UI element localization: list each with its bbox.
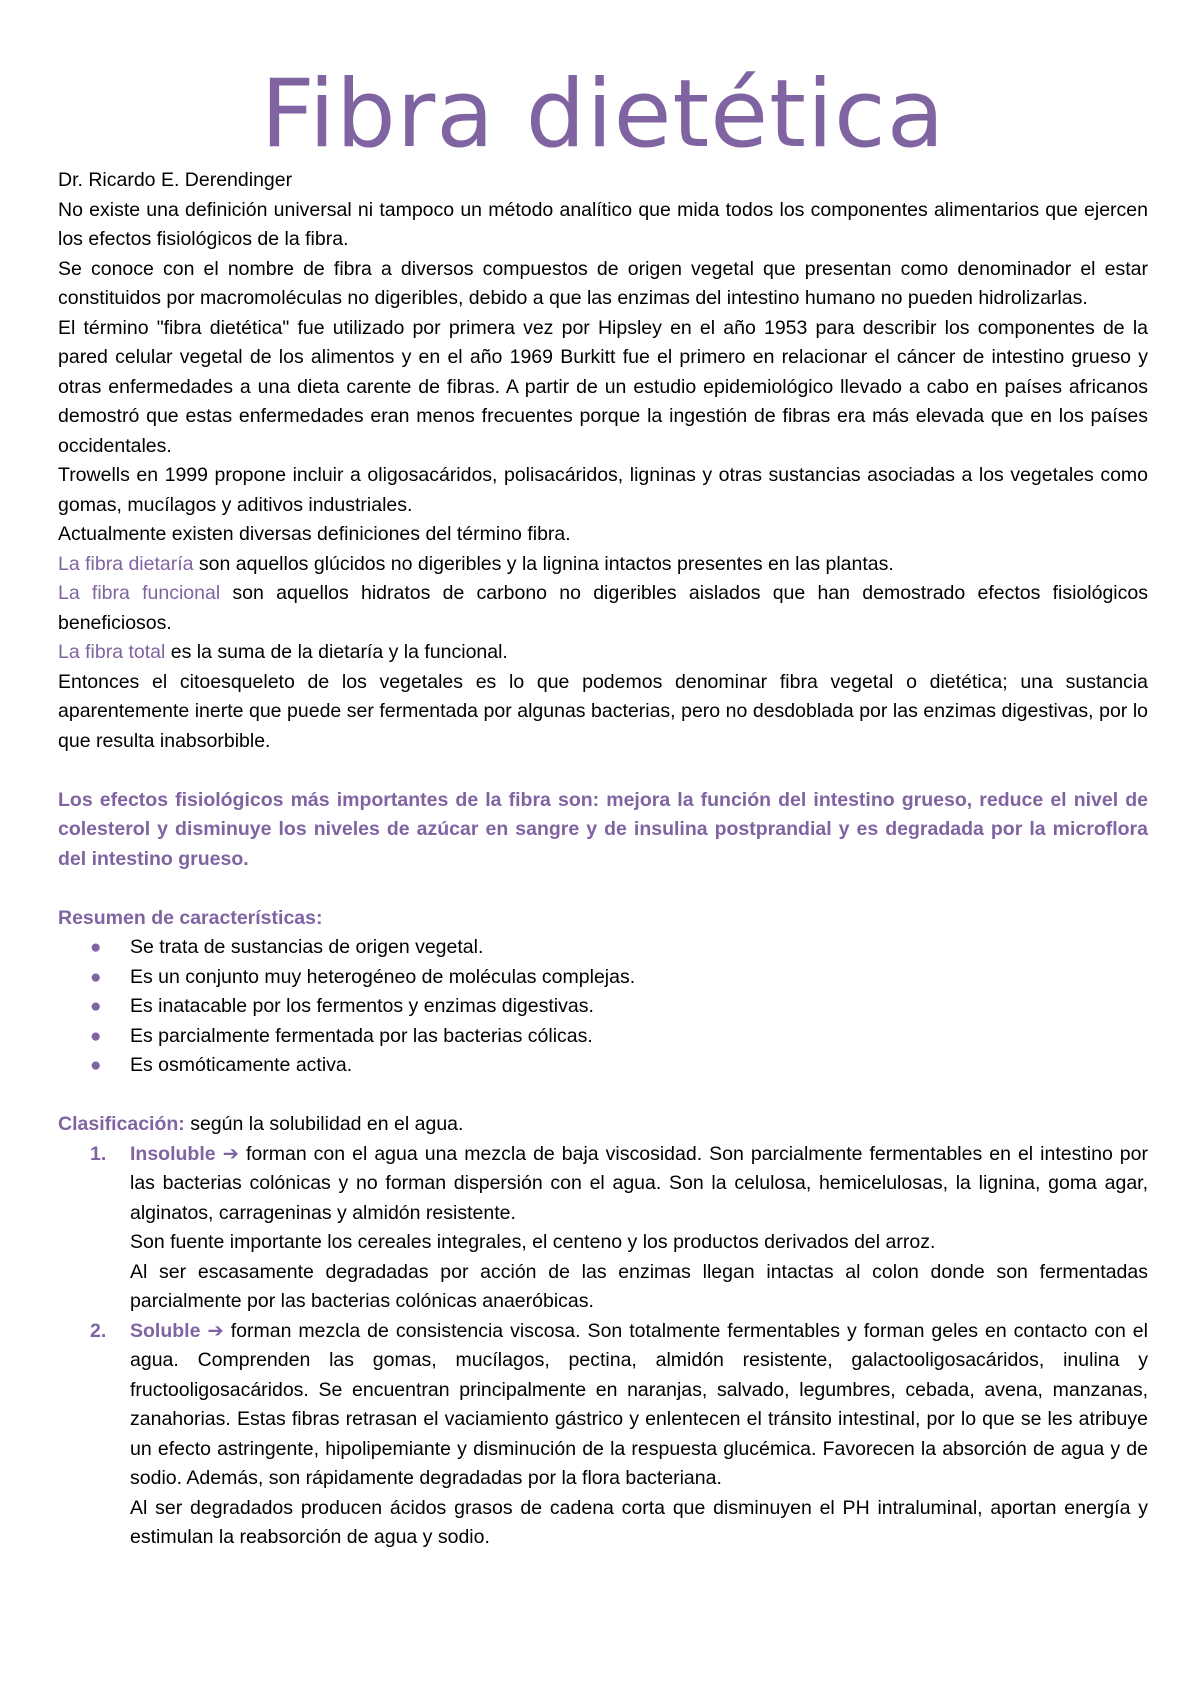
paragraph-3: El término "fibra dietética" fue utilizado por primera vez por Hipsley en el año 1953 para describir los componentes de la pared celular vegetal de los alimentos y en el año 1969 Burkitt fue el primero en relacionar el cáncer de intestino grueso y otras enfermedades a una dieta carente de fibras. A partir de un estudio epidemiológico llevado a cabo en países africanos demostró que estas enfermedades eran menos frecuentes porque la ingestión de fibras era más elevada que en los países occidentales. (58, 316, 1148, 457)
list-item: ● Se trata de sustancias de origen vegetal. (90, 933, 1148, 963)
list-item: ● Es un conjunto muy heterogéneo de moléculas complejas. (90, 963, 1148, 993)
definition-term: La fibra total (58, 641, 166, 663)
arrow-right-icon: ➔ (215, 1142, 239, 1165)
bullet-icon: ● (90, 937, 102, 958)
list-item (90, 1317, 1148, 1553)
bullet-icon: ● (90, 996, 102, 1017)
paragraph-5: Actualmente existen diversas definiciones del término fibra. (58, 523, 571, 545)
summary-list (58, 933, 1148, 1081)
definition-text: es la suma de la dietaría y la funcional. (165, 641, 508, 663)
list-item (90, 1140, 1148, 1317)
paragraph-4: Trowells en 1999 propone incluir a oligosacáridos, polisacáridos, ligninas y otras sustancias asociadas a los vegetales como gomas, mucílagos y aditivos industriales. (58, 464, 1148, 516)
paragraph-1: No existe una definición universal ni tampoco un método analítico que mida todos los componentes alimentarios que ejercen los efectos fisiológicos de la fibra. (58, 198, 1148, 250)
class-text: forman mezcla de consistencia viscosa. Son totalmente fermentables y forman geles en contacto con el agua. Comprenden las gomas, mucílagos, pectina, almidón resistente, galactooligosacáridos, inulina y fructooligosacáridos. Se encuentran principalmente en naranjas, salvado, legumbres, cebada, avena, manzanas, zanahorias. Estas fibras retrasan el vaciamiento gástrico y enlentecen el tránsito intestinal, por lo que se les atribuye un efecto astringente, hipolipemiante y disminución de la respuesta glucémica. Favorecen la absorción de agua y de sodio. Además, son rápidamente degradadas por la flora bacteriana. (130, 1319, 1148, 1489)
bullet-icon: ● (90, 1025, 102, 1047)
definition-text: son aquellos glúcidos no digeribles y la lignina intactos presentes en las plantas. (193, 552, 894, 575)
spacer (58, 756, 1148, 786)
class-extra: Son fuente importante los cereales integrales, el centeno y los productos derivados del arroz. (130, 1231, 936, 1253)
class-term: Insoluble (130, 1142, 216, 1165)
class-term: Soluble (130, 1319, 201, 1342)
author-line: Dr. Ricardo E. Derendinger (58, 169, 293, 191)
list-number: 2. (90, 1319, 107, 1342)
spacer (58, 874, 1148, 904)
paragraph-citoesqueleto: Entonces el citoesqueleto de los vegetales es lo que podemos denominar fibra vegetal o dietética; una sustancia aparentemente inerte que puede ser fermentada por algunas bacterias, pero no desdoblada por las enzimas digestivas, por lo que resulta inabsorbible. (58, 670, 1148, 752)
definition-term: La fibra dietaría (58, 552, 194, 575)
definition-term: La fibra funcional (58, 582, 221, 604)
definition-dietaria (58, 550, 1148, 580)
definition-total (58, 638, 1148, 668)
list-item: ● Es inatacable por los fermentos y enzimas digestivas. (90, 992, 1148, 1022)
list-item: ● Es osmóticamente activa. (90, 1051, 1148, 1081)
classification-line (58, 1110, 1148, 1140)
class-text: forman con el agua una mezcla de baja viscosidad. Son parcialmente fermentables en el intestino por las bacterias colónicas y no forman dispersión con el agua. Son la celulosa, hemicelulosas, la lignina, goma agar, alginatos, carrageninas y almidón resistente. (130, 1142, 1148, 1224)
arrow-right-icon: ➔ (200, 1319, 224, 1342)
spacer (58, 1081, 1148, 1111)
classification-list (58, 1140, 1148, 1553)
paragraph-2: Se conoce con el nombre de fibra a diversos compuestos de origen vegetal que presentan como denominador el estar constituidos por macromoléculas no digeribles, debido a que las enzimas del intestino humano no pueden hidrolizarlas. (58, 257, 1148, 309)
bullet-icon: ● (90, 1055, 102, 1076)
list-number: 1. (90, 1142, 107, 1165)
document-page (58, 60, 1148, 1553)
definition-text: son aquellos hidratos de carbono no digeribles aislados que han demostrado efectos fisiológicos beneficiosos. (58, 582, 1148, 634)
summary-heading: Resumen de características: (58, 906, 323, 929)
class-extra: Al ser degradados producen ácidos grasos de cadena corta que disminuyen el PH intraluminal, aportan energía y estimulan la reabsorción de agua y sodio. (130, 1496, 1148, 1548)
definition-funcional (58, 579, 1148, 638)
bullet-icon: ● (90, 966, 102, 988)
list-item: ● Es parcialmente fermentada por las bacterias cólicas. (90, 1022, 1148, 1052)
effects-paragraph: Los efectos fisiológicos más importantes de la fibra son: mejora la función del intestino grueso, reduce el nivel de colesterol y disminuye los niveles de azúcar en sangre y de insulina postprandial y es degradada por la microflora del intestino grueso. (58, 788, 1148, 870)
classification-heading: Clasificación: (58, 1113, 185, 1135)
class-extra: Al ser escasamente degradadas por acción de las enzimas llegan intactas al colon donde son fermentadas parcialmente por las bacterias colónicas anaeróbicas. (130, 1260, 1148, 1312)
document-title: Fibra dietética (260, 60, 946, 169)
classification-text: según la solubilidad en el agua. (184, 1113, 464, 1135)
